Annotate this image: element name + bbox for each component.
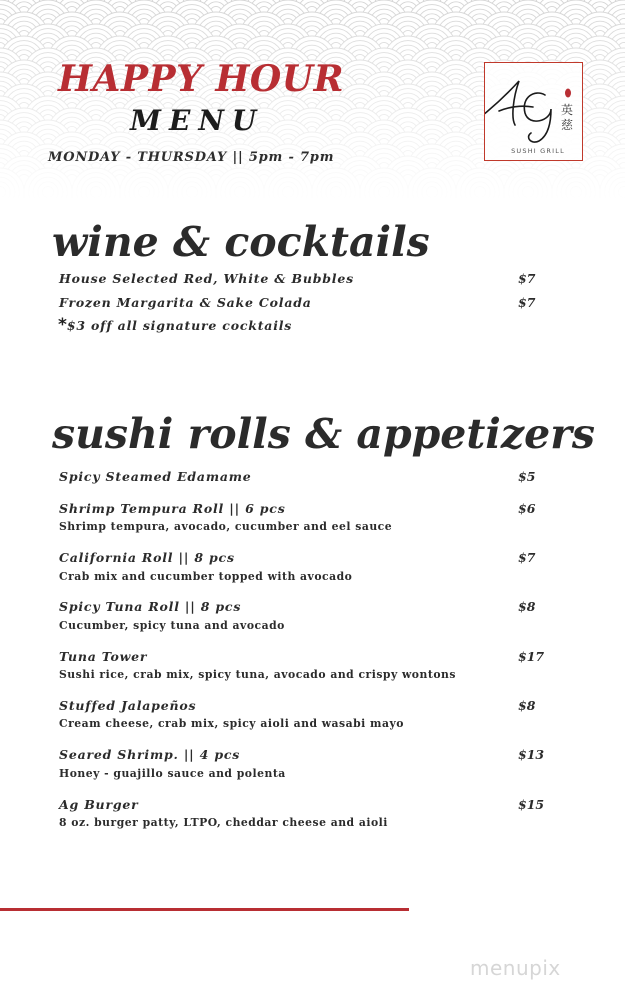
menu-item-name: House Selected Red, White & Bubbles bbox=[59, 271, 354, 286]
logo-cjk-bottom: 慈 bbox=[561, 118, 574, 132]
menu-item-name: Spicy Steamed Edamame bbox=[59, 469, 252, 484]
menu-item-name: California Roll || 8 pcs bbox=[59, 550, 235, 565]
menu-item-price: $7 bbox=[518, 550, 536, 565]
menu-item-price: $7 bbox=[518, 295, 536, 310]
wave-arc bbox=[90, 186, 101, 197]
menu-item-price: $5 bbox=[518, 469, 536, 484]
wave-arc bbox=[138, 186, 149, 197]
wave-arc bbox=[282, 186, 293, 197]
logo-subtitle: SUSHI GRILL bbox=[511, 147, 565, 155]
menu-item-description: Sushi rice, crab mix, spicy tuna, avocado and crispy wontons bbox=[59, 668, 456, 681]
menu-item-description: 8 oz. burger patty, LTPO, cheddar cheese and aioli bbox=[59, 816, 388, 829]
menu-item-description: Shrimp tempura, avocado, cucumber and eel sauce bbox=[59, 520, 393, 533]
wave-arc bbox=[522, 186, 533, 197]
menu-item-price: $17 bbox=[518, 649, 545, 664]
menu-item-description: Honey - guajillo sauce and polenta bbox=[59, 767, 286, 780]
menu-item-price: $7 bbox=[518, 271, 536, 286]
logo-chinese-characters bbox=[561, 103, 575, 133]
note-text: $3 off all signature cocktails bbox=[66, 318, 293, 333]
footer-accent-line bbox=[0, 908, 409, 911]
wave-arc bbox=[234, 186, 245, 197]
schedule-text: MONDAY - THURSDAY || 5pm - 7pm bbox=[48, 150, 335, 165]
cocktail-discount-note bbox=[58, 315, 292, 335]
menu-item-description: Crab mix and cucumber topped with avocado bbox=[59, 570, 353, 583]
menu-item-name: Shrimp Tempura Roll || 6 pcs bbox=[59, 501, 286, 516]
restaurant-logo bbox=[484, 62, 583, 161]
menu-item-price: $15 bbox=[518, 797, 545, 812]
menu-item-name: Spicy Tuna Roll || 8 pcs bbox=[59, 599, 242, 614]
menu-item-price: $13 bbox=[518, 747, 545, 762]
wave-arc bbox=[330, 186, 341, 197]
happy-hour-title: HAPPY HOUR bbox=[58, 58, 345, 100]
menu-item-price: $8 bbox=[518, 599, 536, 614]
menupix-watermark: menupix bbox=[470, 956, 561, 980]
menu-item-name: Tuna Tower bbox=[59, 649, 148, 664]
menu-item-description: Cucumber, spicy tuna and avocado bbox=[59, 619, 285, 632]
wave-arc bbox=[42, 186, 53, 197]
menu-subtitle: MENU bbox=[130, 104, 265, 137]
menu-item-price: $6 bbox=[518, 501, 536, 516]
menu-item-name: Seared Shrimp. || 4 pcs bbox=[59, 747, 241, 762]
wave-arc bbox=[378, 186, 389, 197]
logo-cjk-top: 英 bbox=[561, 103, 574, 117]
menu-item-description: Cream cheese, crab mix, spicy aioli and wasabi mayo bbox=[59, 717, 404, 730]
menu-item-name: Ag Burger bbox=[59, 797, 139, 812]
asterisk-icon: * bbox=[58, 315, 67, 335]
wave-arc bbox=[186, 186, 197, 197]
wave-arc bbox=[426, 186, 437, 197]
menu-item-price: $8 bbox=[518, 698, 536, 713]
menu-item-name: Frozen Margarita & Sake Colada bbox=[59, 295, 312, 310]
menu-item-name: Stuffed Jalapeños bbox=[59, 698, 197, 713]
section-title-wine-cocktails: wine & cocktails bbox=[52, 218, 430, 266]
wave-arc bbox=[570, 186, 581, 197]
section-title-sushi-appetizers: sushi rolls & appetizers bbox=[52, 410, 595, 458]
wave-arc bbox=[474, 186, 485, 197]
